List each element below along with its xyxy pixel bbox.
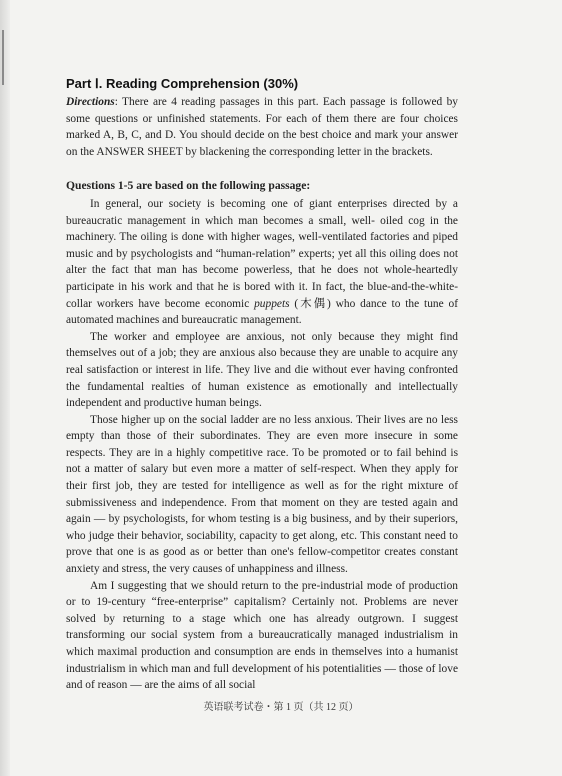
paragraph-4: Am I suggesting that we should return to the pre-industrial mode of production or to 19-century “free-enterprise” capitalism? Certainly not. Problems are never solved by returning to a stage which one has already outgrown. I suggest transforming our social system from a bureaucratically managed industrialism in which maximal production and consumption are ends in themselves into a humanist industrialism in which man and full development of his potentialities — those of love and of reason — are the aims of all social [66,579,458,692]
directions [66,94,458,160]
paragraph-1 [66,196,458,329]
paragraph-1-start: In general, our society is becoming one of giant enterprises directed by a bureaucratic management in which man becomes a small, well- oiled cog in the machinery. The oiling is done with higher wages, well-ventilated factories and piped music and by psychologists and “human-relation” experts; yet all this oiling does not alter the fact that man has become powerless, that he does not whole-heartedly participate in his work and that he is bored with it. In fact, the blue-and-the-white-collar workers have become economic [66,197,458,310]
page-edge [0,0,10,776]
exam-page [66,76,458,694]
paragraph-2: The worker and employee are anxious, not only because they might find themselves out of a job; they are anxious also because they are unable to acquire any real satisfaction or interest in life. They live and die without ever having confronted the fundamental realties of human existence as emotionally and intellectually independent and productive human beings. [66,330,458,410]
passage-heading: Questions 1-5 are based on the following passage: [66,179,311,193]
paragraph-3: Those higher up on the social ladder are no less anxious. Their lives are no less empty than those of their subordinates. They are even more insecure in some respects. They are in a highly competitive race. To be promoted or to fail behind is not a matter of salary but even more a matter of self-respect. When they apply for their first job, they are tested for intelligence as well as for the right mixture of submissiveness and independence. From that moment on they are tested again and again — by psychologists, for whom testing is a big business, and by their superiors, who judge their behavior, sociability, capacity to get along, etc. This constant need to prove that one is as good as or better than one's fellow-competitor creates constant anxiety and stress, the very causes of unhappiness and illness. [66,413,458,576]
paragraph-1-end: (木偶) who dance to the tune of automated machines and bureaucratic management. [66,297,458,327]
staple-mark [2,30,4,85]
paragraph-1-italic: puppets [254,297,290,310]
page-footer: 英语联考试卷・第 1 页（共 12 页） [203,702,359,713]
directions-text: : There are 4 reading passages in this part. Each passage is followed by some questions or unfinished statements. For each of them there are four choices marked A, B, C, and D. You should decide on the best choice and mark your answer on the ANSWER SHEET by blackening the corresponding letter in the brackets. [66,96,458,158]
directions-label: Directions [66,96,115,108]
part-title: Part Ⅰ. Reading Comprehension (30%) [66,76,299,91]
